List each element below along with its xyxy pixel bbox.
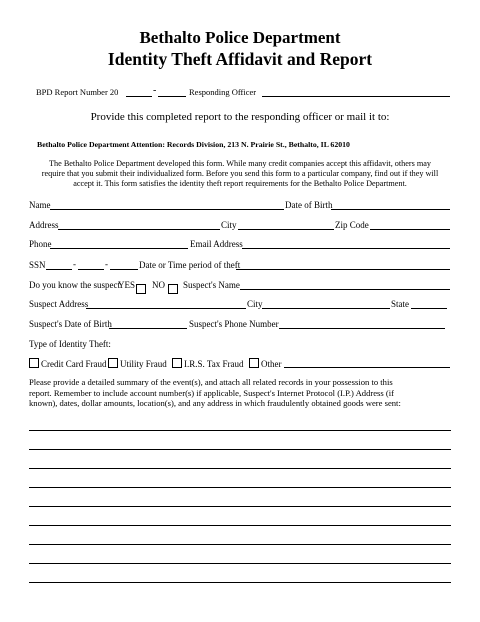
summary-line-field[interactable]: [29, 525, 451, 526]
form-title: Identity Theft Affidavit and Report: [107, 49, 373, 69]
suspect-name-field[interactable]: [240, 289, 450, 290]
summary-line-field[interactable]: [29, 468, 451, 469]
bpd-prefix: BPD: [36, 87, 53, 97]
email-label: Email Address: [190, 239, 243, 249]
suspect-state-field[interactable]: [411, 308, 447, 309]
ssn-field-2[interactable]: [78, 269, 104, 270]
suspect-city-field[interactable]: [262, 308, 390, 309]
dob-field[interactable]: [331, 209, 450, 210]
other-field[interactable]: [284, 367, 450, 368]
theft-option-irs[interactable]: I.R.S. Tax Fraud: [172, 358, 243, 369]
suspect-phone-label: Suspect's Phone Number: [189, 319, 279, 329]
report-line: [36, 87, 118, 97]
summary-instructions: [29, 377, 459, 409]
suspect-phone-field[interactable]: [279, 328, 445, 329]
suspect-name-label: Suspect's Name: [183, 280, 240, 290]
know-suspect-label: Do you know the suspect: [29, 280, 120, 290]
suspect-dob-field[interactable]: [109, 328, 187, 329]
summary-line-1: Please provide a detailed summary of the event(s), and attach all related records in your possession to this: [29, 377, 393, 387]
date-period-field[interactable]: [236, 269, 450, 270]
summary-line-2: report. Remember to include account number(s) if applicable, Suspect's Internet Protocol (I.P.) Address (if: [29, 387, 395, 398]
mail-address: Bethalto Police Department Attention: Records Division, 213 N. Prairie St., Bethalto, IL 62010: [37, 140, 350, 149]
summary-line-field[interactable]: [29, 449, 451, 450]
theft-option-other[interactable]: Other: [249, 358, 282, 369]
credit-card-checkbox[interactable]: [29, 358, 39, 368]
theft-option-utility[interactable]: Utility Fraud: [108, 358, 167, 369]
summary-line-field[interactable]: [29, 487, 451, 488]
summary-line-field[interactable]: [29, 544, 451, 545]
utility-checkbox[interactable]: [108, 358, 118, 368]
suspect-address-field[interactable]: [86, 308, 246, 309]
report-dash: -: [153, 85, 157, 96]
suspect-state-label: State: [391, 299, 409, 309]
address-label: Address: [29, 220, 59, 230]
suspect-dob-label: Suspect's Date of Birth: [29, 319, 112, 329]
ssn-label: SSN: [29, 260, 46, 270]
report-number-label: Report Number 20: [54, 87, 119, 97]
name-field[interactable]: [50, 209, 284, 210]
email-field[interactable]: [242, 248, 450, 249]
intro-line-3: accept it. This form satisfies the identity theft report requirements for the Bethalto Police Department.: [73, 179, 407, 188]
yes-checkbox[interactable]: [136, 280, 148, 298]
intro-line-1: The Bethalto Police Department developed this form. While many credit companies accept this affidavit, others may: [49, 159, 431, 168]
responding-officer-label: Responding Officer: [189, 87, 257, 97]
mail-instruction: Provide this completed report to the responding officer or mail it to:: [90, 111, 390, 123]
theft-type-label: Type of Identity Theft:: [29, 339, 111, 349]
summary-line-field[interactable]: [29, 430, 451, 431]
phone-field[interactable]: [50, 248, 188, 249]
intro-line-2: require that you submit their individualized form. Before you send this form to a particular company, find out if they will: [41, 169, 439, 178]
summary-line-field[interactable]: [29, 506, 451, 507]
ssn-dash-2: -: [105, 259, 108, 269]
responding-officer-field[interactable]: [262, 96, 450, 97]
suspect-address-label: Suspect Address: [29, 299, 89, 309]
intro-paragraph: [0, 159, 480, 189]
name-label: Name: [29, 200, 51, 210]
phone-label: Phone: [29, 239, 52, 249]
date-period-label: Date or Time period of theft: [139, 260, 241, 270]
city-field[interactable]: [238, 229, 334, 230]
summary-line-field[interactable]: [29, 582, 451, 583]
ssn-field-3[interactable]: [110, 269, 138, 270]
no-checkbox[interactable]: [168, 280, 180, 298]
ssn-field-1[interactable]: [46, 269, 72, 270]
summary-line-3: known), dates, dollar amounts, location(s), and any address in which fraudulently obtained goods were sent:: [29, 398, 401, 408]
theft-option-credit-card[interactable]: Credit Card Fraud: [29, 358, 107, 369]
city-label: City: [221, 220, 237, 230]
suspect-city-label: City: [247, 299, 263, 309]
other-checkbox[interactable]: [249, 358, 259, 368]
report-number-field-2[interactable]: [158, 96, 186, 97]
dob-label: Date of Birth: [285, 200, 333, 210]
address-field[interactable]: [58, 229, 220, 230]
zip-label: Zip Code: [335, 220, 369, 230]
no-label: NO: [152, 280, 165, 290]
report-number-field-1[interactable]: [126, 96, 152, 97]
zip-field[interactable]: [370, 229, 450, 230]
department-title: Bethalto Police Department: [139, 28, 341, 47]
irs-checkbox[interactable]: [172, 358, 182, 368]
yes-label: YES: [118, 280, 136, 290]
ssn-dash-1: -: [73, 259, 76, 269]
summary-line-field[interactable]: [29, 563, 451, 564]
